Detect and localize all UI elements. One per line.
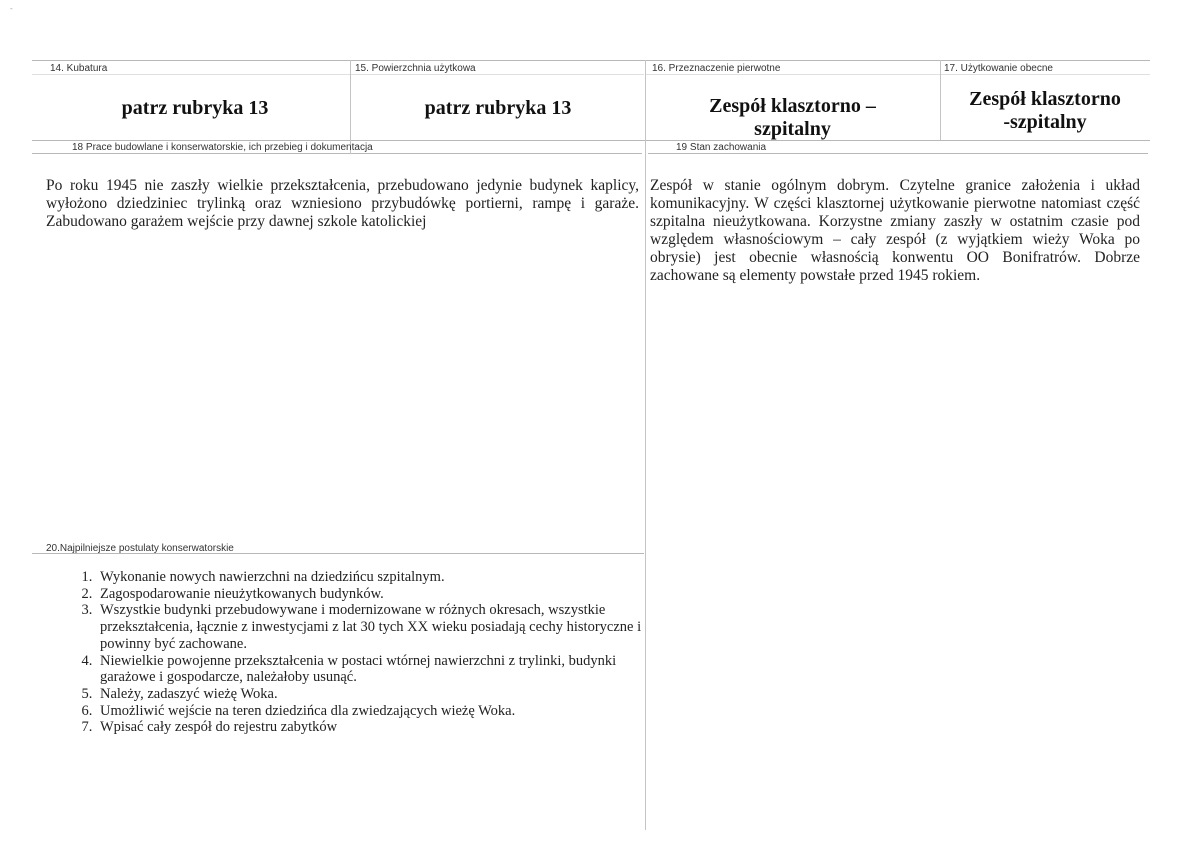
postulat-item: 3. Wszystkie budynki przebudowywane i modernizowane w różnych okresach, wszystkie przekształcenia, łącznie z inwestycjami z lat 30 tych XX wieku posiadają cechy historyczne i powinny być zachowane. — [96, 602, 642, 652]
postulat-item: 1. Wykonanie nowych nawierzchni na dziedzińcu szpitalnym. — [96, 569, 642, 586]
postulat-item: 5. Należy, zadaszyć wieżę Woka. — [96, 686, 642, 703]
przeznaczenie-value — [645, 95, 940, 141]
powierzchnia-label: 15. Powierzchnia użytkowa — [355, 63, 476, 74]
postulat-item: 4. Niewielkie powojenne przekształcenia w postaci wtórnej nawierzchni z trylinki, budynki garażowe i gospodarcze, należałoby usunąć. — [96, 653, 642, 686]
row-divider — [32, 140, 1150, 141]
powierzchnia-value: patrz rubryka 13 — [424, 97, 572, 119]
postulat-item: 7. Wpisać cały zespół do rejestru zabytków — [96, 719, 642, 736]
przeznaczenie-line1: Zespół klasztorno – — [709, 95, 876, 117]
col-divider-2 — [645, 60, 646, 830]
top-border — [32, 60, 1150, 61]
stan-label: 19 Stan zachowania — [676, 142, 767, 153]
uzytkowanie-label: 17. Użytkowanie obecne — [944, 63, 1053, 74]
postulaty-list — [46, 569, 642, 736]
kubatura-label: 14. Kubatura — [50, 63, 108, 74]
uzytkowanie-line2: -szpitalny — [1003, 111, 1087, 133]
uzytkowanie-value — [940, 88, 1150, 134]
przeznaczenie-line2: szpitalny — [754, 118, 831, 140]
prace-label: 18 Prace budowlane i konserwatorskie, ich przebieg i dokumentacja — [72, 142, 373, 153]
prace-text: Po roku 1945 nie zaszły wielkie przekształcenia, przebudowano jedynie budynek kaplicy, wyłożono dziedziniec trylinką oraz wzniesiono przybudówkę portierni, rampę i garaże. Zabudowano garażem wejście przy dawnej szkole katolickiej — [46, 177, 639, 230]
uzytkowanie-line1: Zespół klasztorno — [969, 88, 1121, 110]
postulaty-list-wrap — [46, 569, 642, 736]
scan-mark: - — [10, 4, 13, 13]
postulat-item: 6. Umożliwić wejście na teren dziedzińca dla zwiedzających wieżę Woka. — [96, 703, 642, 720]
przeznaczenie-label: 16. Przeznaczenie pierwotne — [652, 63, 781, 74]
postulaty-label: 20.Najpilniejsze postulaty konserwatorskie — [46, 543, 234, 554]
postulat-item: 2. Zagospodarowanie nieużytkowanych budynków. — [96, 586, 642, 603]
kubatura-value: patrz rubryka 13 — [121, 97, 269, 119]
stan-text: Zespół w stanie ogólnym dobrym. Czytelne granice założenia i układ komunikacyjny. W części klasztornej użytkowanie pierwotne natomiast część szpitalna nieużytkowana. Korzystne zmiany zaszły w ostatnim czasie pod względem własnościowym – cały zespół (z wyjątkiem wieży Woka po obrysie) jest obecnie własnością konwentu OO Bonifratrów. Dobrze zachowane są elementy powstałe przed 1945 rokiem. — [650, 177, 1140, 284]
